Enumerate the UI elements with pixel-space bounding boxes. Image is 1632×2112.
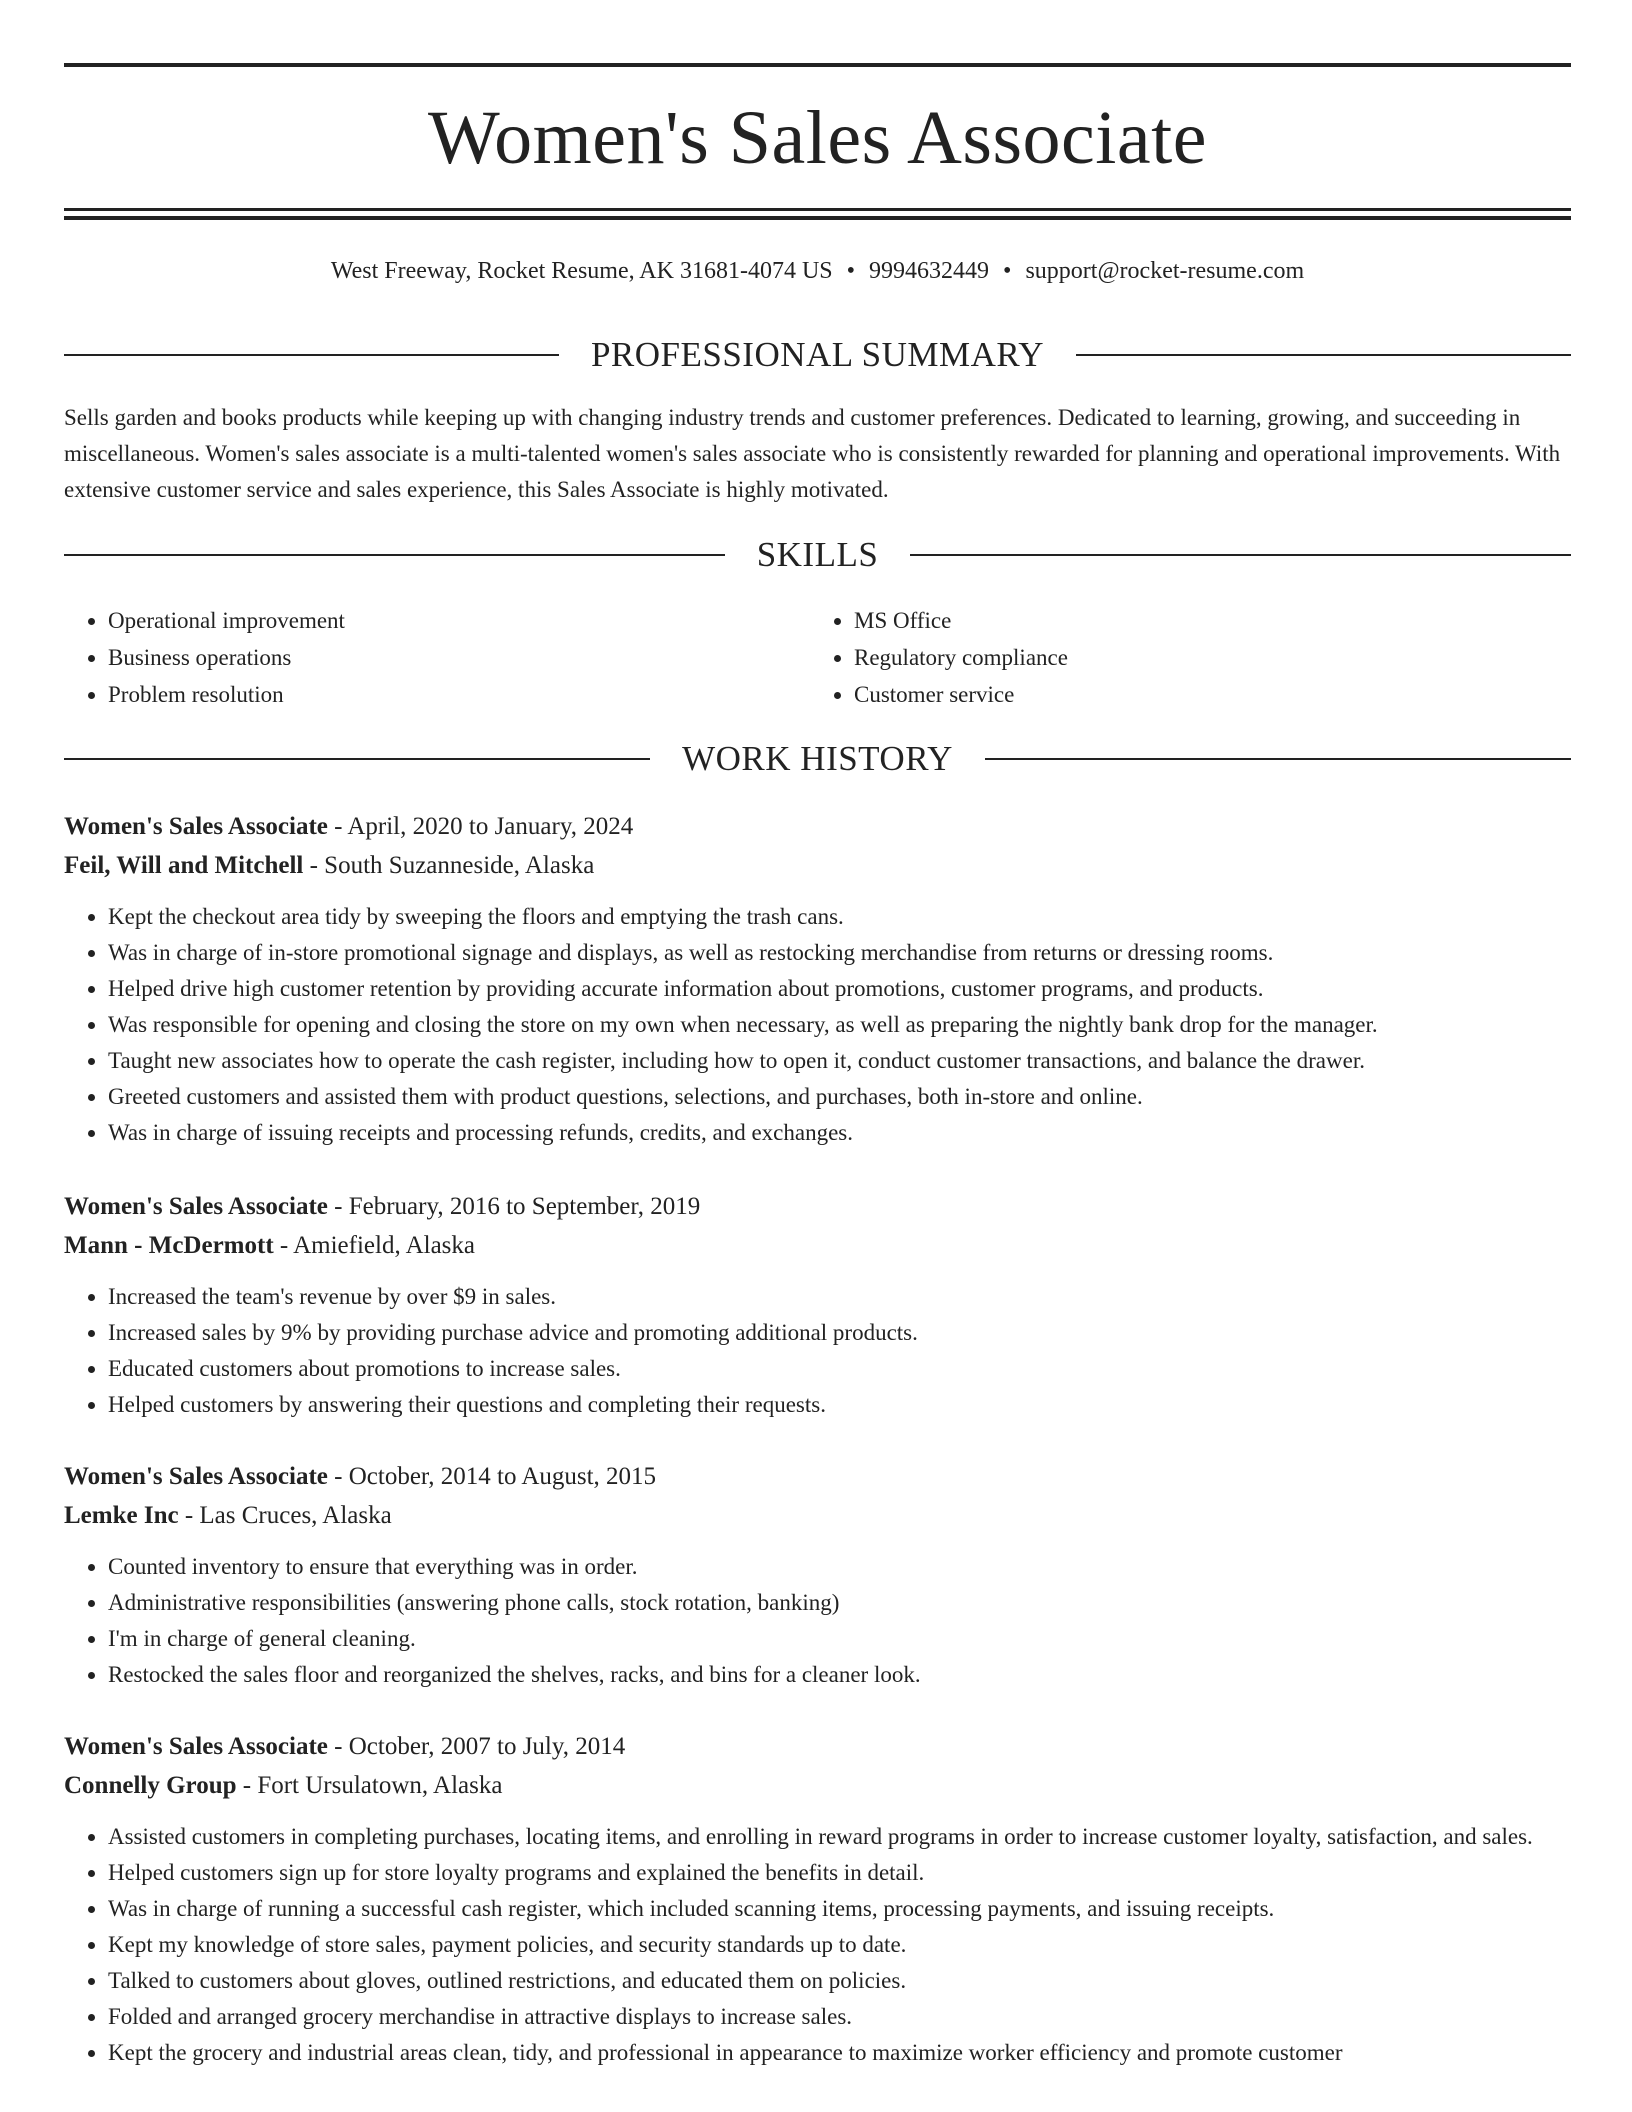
- skill-item: • MS Office: [854, 602, 1554, 639]
- job-entry: [64, 1187, 1571, 1423]
- section-rule-right: [985, 758, 1571, 760]
- job-title: Women's Sales Associate: [64, 813, 328, 840]
- job-bullet: • Kept my knowledge of store sales, payment policies, and security standards up to date.: [108, 1927, 1571, 1963]
- job-bullet: • Helped drive high customer retention by providing accurate information about promotions, customer programs, and products.: [108, 971, 1571, 1007]
- section-rule-left: [64, 554, 725, 556]
- section-heading-skills: [64, 533, 1571, 577]
- job-company-line: [64, 1496, 1571, 1535]
- job-bullet: • Educated customers about promotions to increase sales.: [108, 1351, 1571, 1387]
- job-bullet: • Was in charge of in-store promotional signage and displays, as well as restocking merchandise from returns or dressing rooms.: [108, 935, 1571, 971]
- section-rule-right: [1076, 354, 1571, 356]
- skill-item: • Customer service: [854, 676, 1554, 713]
- job-bullet: • Increased the team's revenue by over $9 in sales.: [108, 1279, 1571, 1315]
- job-bullet: • Was responsible for opening and closing the store on my own when necessary, as well as preparing the nightly bank drop for the manager.: [108, 1007, 1571, 1043]
- section-rule-left: [64, 354, 559, 356]
- contact-separator: •: [1003, 258, 1012, 284]
- section-title: PROFESSIONAL SUMMARY: [590, 335, 1045, 374]
- contact-phone: 9994632449: [869, 258, 990, 284]
- job-bullet: • Administrative responsibilities (answering phone calls, stock rotation, banking): [108, 1585, 1571, 1621]
- job-company-line: [64, 846, 1571, 885]
- section-title: SKILLS: [756, 535, 879, 574]
- job-bullet: • Helped customers sign up for store loyalty programs and explained the benefits in detail.: [108, 1855, 1571, 1891]
- job-bullets: [64, 1279, 1571, 1423]
- job-title: Women's Sales Associate: [64, 1193, 328, 1220]
- job-title-line: [64, 807, 1571, 846]
- job-company-line: [64, 1226, 1571, 1265]
- summary-paragraph: Sells garden and books products while keeping up with changing industry trends and customer preferences. Dedicated to learning, growing, and succeeding in miscellaneous. Women's sales associate is a multi-talented women's sales associate who is consistently rewarded for planning and operational improvements. With extensive customer service and sales experience, this Sales Associate is highly motivated.: [64, 405, 1561, 502]
- section-title: WORK HISTORY: [682, 739, 953, 778]
- job-company: Feil, Will and Mitchell: [64, 852, 304, 879]
- skills-column-left: [64, 602, 808, 713]
- job-bullet: • Kept the grocery and industrial areas clean, tidy, and professional in appearance to maximize worker efficiency and promote customer: [108, 2035, 1571, 2071]
- skills-column-right: [808, 602, 1554, 713]
- header-top-rule: [64, 63, 1571, 67]
- resume-name-heading: Women's Sales Associate: [428, 96, 1207, 180]
- section-rule-right: [910, 554, 1571, 556]
- job-bullet: • Talked to customers about gloves, outlined restrictions, and educated them on policies.: [108, 1963, 1571, 1999]
- job-entry: [64, 807, 1571, 1151]
- job-location: - South Suzanneside, Alaska: [303, 852, 595, 879]
- skills-list: [64, 602, 1571, 713]
- contact-email: support@rocket-resume.com: [1025, 258, 1305, 284]
- job-company: Mann - McDermott: [64, 1232, 274, 1259]
- job-entry: [64, 1727, 1571, 2071]
- skill-item: • Business operations: [108, 639, 808, 676]
- job-dates: - October, 2014 to August, 2015: [327, 1463, 657, 1490]
- job-bullets: [64, 899, 1571, 1151]
- skill-item: • Regulatory compliance: [854, 639, 1554, 676]
- job-title-line: [64, 1727, 1571, 1766]
- job-company: Connelly Group: [64, 1772, 237, 1799]
- section-heading-work-history: [64, 737, 1571, 781]
- job-dates: - February, 2016 to September, 2019: [327, 1193, 701, 1220]
- job-bullet: • Restocked the sales floor and reorganized the shelves, racks, and bins for a cleaner look.: [108, 1657, 1571, 1693]
- job-dates: - April, 2020 to January, 2024: [327, 813, 634, 840]
- job-bullet: • I'm in charge of general cleaning.: [108, 1621, 1571, 1657]
- section-rule-left: [64, 758, 650, 760]
- job-bullets: [64, 1819, 1571, 2071]
- job-location: - Las Cruces, Alaska: [178, 1502, 392, 1529]
- job-dates: - October, 2007 to July, 2014: [327, 1733, 626, 1760]
- job-bullet: • Greeted customers and assisted them with product questions, selections, and purchases, both in-store and online.: [108, 1079, 1571, 1115]
- job-bullet: • Taught new associates how to operate the cash register, including how to open it, conduct customer transactions, and balance the drawer.: [108, 1043, 1571, 1079]
- job-title-line: [64, 1457, 1571, 1496]
- job-bullet: • Assisted customers in completing purchases, locating items, and enrolling in reward programs in order to increase customer loyalty, satisfaction, and sales.: [108, 1819, 1571, 1855]
- job-bullet: • Kept the checkout area tidy by sweeping the floors and emptying the trash cans.: [108, 899, 1571, 935]
- contact-address: West Freeway, Rocket Resume, AK 31681-4074 US: [330, 258, 833, 284]
- job-location: - Fort Ursulatown, Alaska: [236, 1772, 503, 1799]
- skill-item: • Problem resolution: [108, 676, 808, 713]
- job-title: Women's Sales Associate: [64, 1463, 328, 1490]
- job-company-line: [64, 1766, 1571, 1805]
- section-heading-summary: [64, 333, 1571, 377]
- job-bullets: [64, 1549, 1571, 1693]
- job-title-line: [64, 1187, 1571, 1226]
- header-double-rule-upper: [64, 208, 1571, 211]
- job-location: - Amiefield, Alaska: [273, 1232, 475, 1259]
- contact-separator: •: [846, 258, 856, 284]
- job-title: Women's Sales Associate: [64, 1733, 328, 1760]
- job-bullet: • Increased sales by 9% by providing purchase advice and promoting additional products.: [108, 1315, 1571, 1351]
- skill-item: • Operational improvement: [108, 602, 808, 639]
- job-bullet: • Counted inventory to ensure that everything was in order.: [108, 1549, 1571, 1585]
- job-bullet: • Was in charge of issuing receipts and processing refunds, credits, and exchanges.: [108, 1115, 1571, 1151]
- job-bullet: • Helped customers by answering their questions and completing their requests.: [108, 1387, 1571, 1423]
- job-entry: [64, 1457, 1571, 1693]
- contact-line: [64, 254, 1571, 288]
- job-bullet: • Was in charge of running a successful cash register, which included scanning items, processing payments, and issuing receipts.: [108, 1891, 1571, 1927]
- header-double-rule-lower: [64, 216, 1571, 220]
- job-bullet: • Folded and arranged grocery merchandise in attractive displays to increase sales.: [108, 1999, 1571, 2035]
- job-company: Lemke Inc: [64, 1502, 179, 1529]
